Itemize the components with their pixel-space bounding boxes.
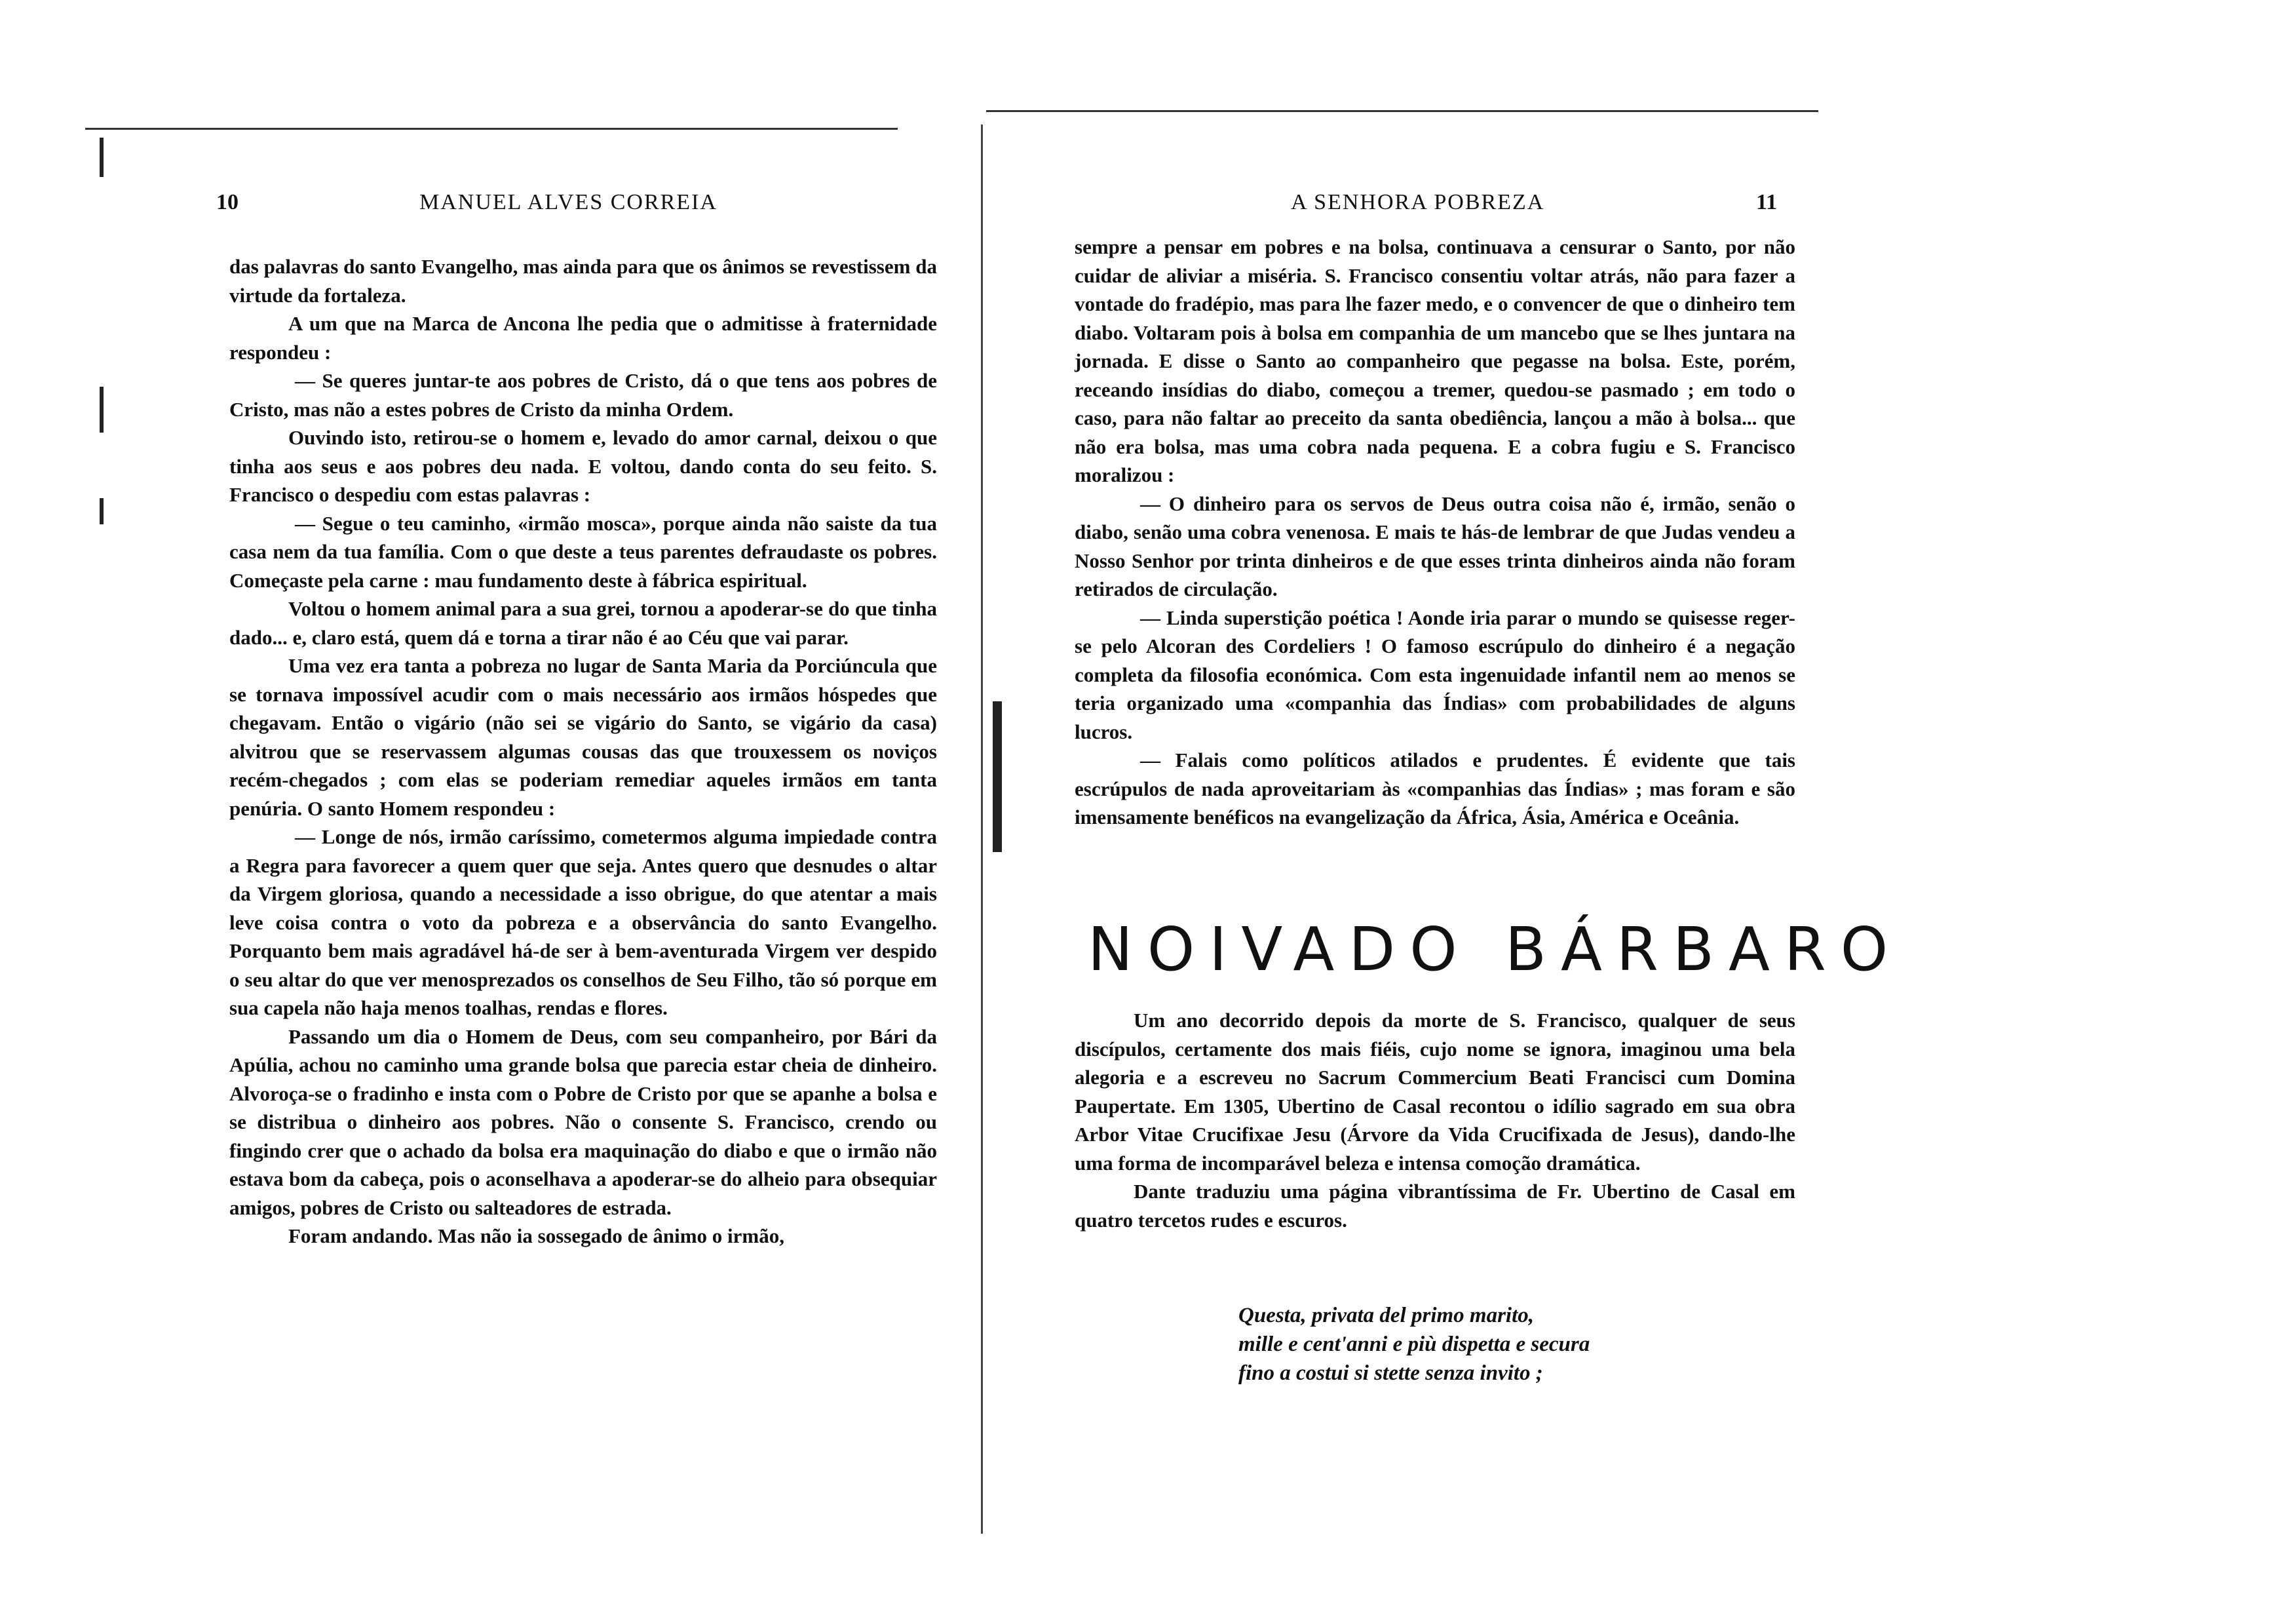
paragraph: Voltou o homem animal para a sua grei, tornou a apoderar-se do que tinha dado... e, claro está, quem dá e torna a tirar não é ao Céu que vai parar. [229,597,937,649]
paragraph: A um que na Marca de Ancona lhe pedia que o admitisse à fraternidade respondeu : [229,312,937,364]
page-number: 11 [1756,190,1778,214]
running-head: A SENHORA POBREZA [1291,190,1545,214]
page-number: 10 [216,190,239,214]
page-edge-mark [100,138,104,177]
poem-line: fino a costui si stette senza invito ; [1238,1361,1543,1385]
right-body-text [1075,233,1795,832]
paragraph: Passando um dia o Homem de Deus, com seu companheiro, por Bári da Apúlia, achou no caminho uma grande bolsa que parecia estar cheia de dinheiro. Alvoroça-se o fradinho e insta com o Pobre de Cristo por que se apanhe a bolsa e se distribua o dinheiro aos pobres. Não o consente S. Francisco, crendo ou fingindo crer que o achado da bolsa era maquinação do diabo e que o irmão não estava bom da cabeça, pois o aconselhava a apoderar-se do alheio para obsequiar amigos, pobres de Cristo ou salteadores de estrada. [229,1024,937,1219]
paragraph: Dante traduziu uma página vibrantíssima de Fr. Ubertino de Casal em quatro tercetos rudes e escuros. [1075,1180,1795,1232]
running-head: MANUEL ALVES CORREIA [419,190,718,214]
section-title: NOIVADO BÁRBARO [1088,914,1903,984]
poem-quote [1238,1301,1763,1388]
section-body-text [1075,1006,1795,1234]
paragraph: Uma vez era tanta a pobreza no lugar de Santa Maria da Porciúncula que se tornava impossível acudir com o mais necessário aos irmãos hóspedes que chegavam. Então o vigário (não sei se vigário do Santo, se vigário da casa) alvitrou que se reservassem algumas cousas das que trouxessem os noviços recém-chegados ; com elas se poderiam remediar aqueles irmãos em tanta penúria. O santo Homem respondeu : [229,654,937,820]
paragraph: — Longe de nós, irmão caríssimo, cometermos alguma impiedade contra a Regra para favorecer a quem quer que seja. Antes quero que desnudes o altar da Virgem gloriosa, quando a necessidade a isso obrigue, do que atentar a mais leve coisa contra o voto da pobreza e a observância do santo Evangelho. Porquanto bem mais agradável há-de ser à bem-aventurada Virgem ver despido o seu altar do que ver menosprezados os conselhos de Seu Filho, tão só porque em sua capela não haja menos toalhas, rendas e flores. [229,825,937,1019]
paragraph: Ouvindo isto, retirou-se o homem e, levado do amor carnal, deixou o que tinha aos seus e aos pobres deu nada. E voltou, dando conta do seu feito. S. Francisco o despediu com estas palavras : [229,426,937,506]
paragraph: Foram andando. Mas não ia sossegado de ânimo o irmão, [288,1224,784,1247]
paragraph: — Falais como políticos atilados e prudentes. É evidente que tais escrúpulos de nada aproveitariam às «companhias das Índias» ; mas foram e são imensamente benéficos na evangelização da África, Ásia, América e Oceânia. [1075,749,1795,828]
poem-line: Questa, privata del primo marito, [1238,1304,1535,1327]
page-edge-mark [100,387,104,433]
paragraph: sempre a pensar em pobres e na bolsa, continuava a censurar o Santo, por não cuidar de aliviar a miséria. S. Francisco consentiu voltar atrás, não para fazer a vontade do fradépio, mas para lhe fazer medo, e o convencer de que o dinheiro tem diabo. Voltaram pois à bolsa em companhia de um mancebo que se lhes juntara na jornada. E disse o Santo ao companheiro que pegasse na bolsa. Este, porém, receando insídias do diabo, começou a tremer, quedou-se pasmado ; em todo o caso, para não faltar ao preceito da santa obediência, lançou a mão à bolsa... que não era bolsa, mas uma cobra nada pequena. E a cobra fugiu e S. Francisco moralizou : [1075,235,1795,486]
poem-line: mille e cent'anni e più dispetta e secura [1238,1333,1590,1356]
left-page [216,0,937,1615]
left-body-text [229,252,937,1251]
paragraph: — O dinheiro para os servos de Deus outra coisa não é, irmão, senão o diabo, senão uma cobra venenosa. E mais te hás-de lembrar de que Judas vendeu a Nosso Senhor por trinta dinheiros e de que esses trinta dinheiros ainda não foram retirados de circulação. [1075,492,1795,600]
paragraph: — Linda superstição poética ! Aonde iria parar o mundo se quisesse reger-se pelo Alcoran des Cordeliers ! O famoso escrúpulo do dinheiro é a negação completa da filosofia económica. Com esta ingenuidade infantil nem ao menos se teria organizado uma «companhia das Índias» com probabilidades de alguns lucros. [1075,606,1795,743]
paragraph: das palavras do santo Evangelho, mas ainda para que os ânimos se revestissem da virtude da fortaleza. [229,255,937,307]
paragraph: Um ano decorrido depois da morte de S. Francisco, qualquer de seus discípulos, certamente dos mais fiéis, cujo nome se ignora, imaginou uma bela alegoria e a escreveu no Sacrum Commercium Beati Francisci cum Domina Paupertate. Em 1305, Ubertino de Casal recontou o idílio sagrado em sua obra Arbor Vitae Crucifixae Jesu (Árvore da Vida Crucifixada de Jesus), dando-lhe uma forma de incomparável beleza e intensa comoção dramática. [1075,1009,1795,1175]
paragraph: — Segue o teu caminho, «irmão mosca», porque ainda não saiste da tua casa nem da tua família. Com o que deste a teus parentes defraudaste os pobres. Começaste pela carne : mau fundamento deste à fábrica espiritual. [229,511,937,592]
page-edge-mark [100,498,104,524]
gutter-shadow [993,701,1002,852]
right-page [1075,0,1903,1615]
book-gutter [981,125,983,1534]
paragraph: — Se queres juntar-te aos pobres de Cristo, dá o que tens aos pobres de Cristo, mas não a estes pobres de Cristo da minha Ordem. [229,369,937,421]
